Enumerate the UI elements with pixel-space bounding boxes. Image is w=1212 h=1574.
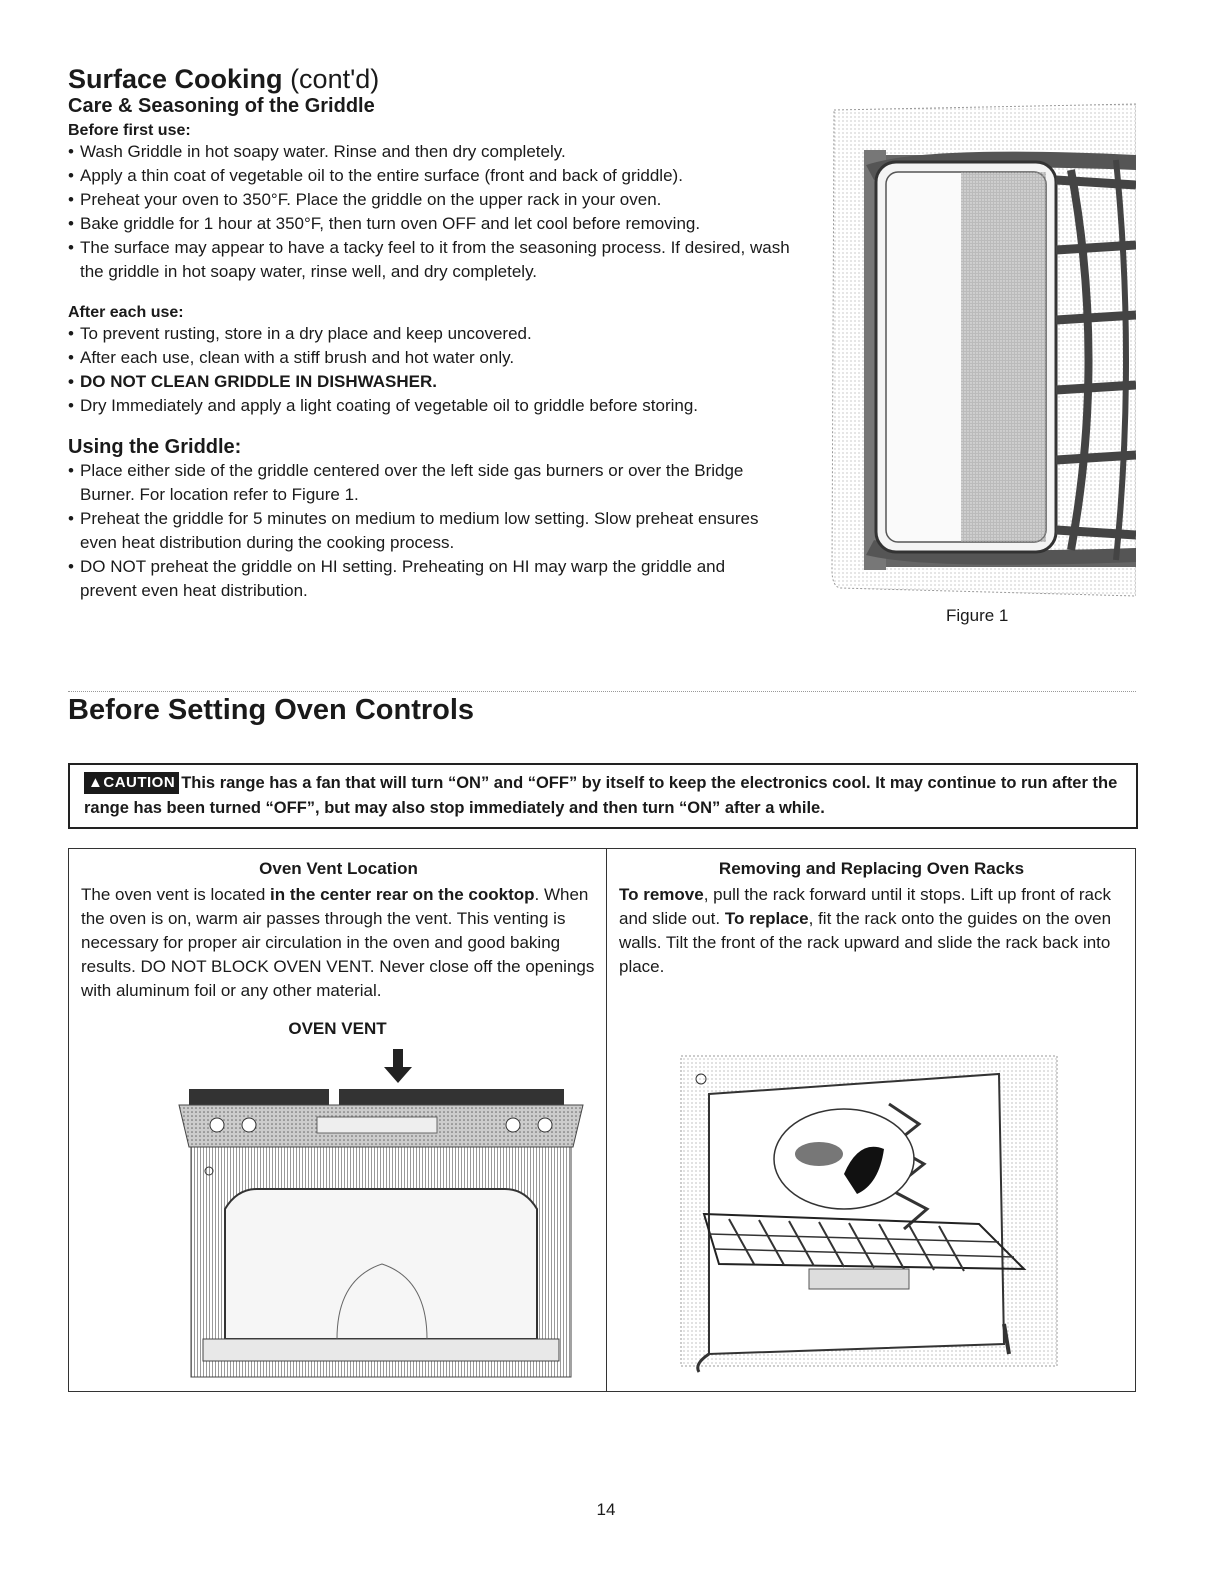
after-each-use-heading: After each use: (68, 304, 184, 321)
using-griddle-heading: Using the Griddle: (68, 436, 242, 458)
list-item: • Bake griddle for 1 hour at 350°F, then turn oven OFF and let cool before removing. (68, 212, 808, 236)
caution-label: ▲CAUTION (84, 772, 179, 794)
top-section (68, 64, 808, 603)
oven-vent-column (81, 859, 596, 1003)
oven-vent-text: The oven vent is located in the center rear on the cooktop. When the oven is on, warm air passes through the vent. This venting is necessary for proper air circulation in the oven and good baking results. DO NOT BLOCK OVEN VENT. Never close off the openings with aluminum foil or any other material. (81, 885, 595, 1000)
info-panel (68, 848, 1136, 1392)
list-item: • Apply a thin coat of vegetable oil to the entire surface (front and back of griddle). (68, 164, 808, 188)
list-item: • Preheat the griddle for 5 minutes on medium to medium low setting. Slow preheat ensures even heat distribution during the cooking process. (68, 507, 768, 555)
section-subtitle: Care & Seasoning of the Griddle (68, 95, 375, 117)
panel-divider (606, 849, 607, 1391)
caution-text: This range has a fan that will turn “ON” and “OFF” by itself to keep the electronics cool. It may continue to run after the range has been turned “OFF”, but may also stop immediately and then turn “ON” after a while. (84, 774, 1118, 817)
warning-triangle-icon: ▲ (88, 774, 104, 791)
oven-rack-illustration (679, 1054, 1059, 1374)
oven-controls-title: Before Setting Oven Controls (68, 694, 475, 726)
griddle-illustration (826, 100, 1136, 600)
figure-1 (826, 100, 1136, 625)
list-item: • Wash Griddle in hot soapy water. Rinse and then dry completely. (68, 140, 808, 164)
page-number: 14 (596, 1500, 616, 1519)
list-item: • DO NOT CLEAN GRIDDLE IN DISHWASHER. (68, 370, 808, 394)
oven-racks-text: To remove, pull the rack forward until it stops. Lift up front of rack and slide out. To replace, fit the rack onto the guides on the oven walls. Tilt the front of the rack upward and slide the rack back into place. (619, 885, 1112, 976)
after-each-use-list (68, 322, 808, 418)
list-item: • After each use, clean with a stiff brush and hot water only. (68, 346, 808, 370)
oven-vent-illustration (167, 1039, 597, 1379)
list-item: • To prevent rusting, store in a dry place and keep uncovered. (68, 322, 808, 346)
list-item: • Place either side of the griddle centered over the left side gas burners or over the Bridge Burner. For location refer to Figure 1. (68, 459, 768, 507)
oven-racks-title: Removing and Replacing Oven Racks (718, 859, 1025, 878)
list-item: • DO NOT preheat the griddle on HI setting. Preheating on HI may warp the griddle and prevent even heat distribution. (68, 555, 768, 603)
oven-vent-label: OVEN VENT (288, 1019, 387, 1038)
page-title: Surface Cooking (cont'd) (68, 64, 380, 94)
down-arrow-icon (384, 1049, 412, 1083)
oven-vent-title: Oven Vent Location (259, 859, 418, 878)
before-first-use-heading: Before first use: (68, 122, 191, 139)
list-item: • Dry Immediately and apply a light coating of vegetable oil to griddle before storing. (68, 394, 808, 418)
list-item: • Preheat your oven to 350°F. Place the griddle on the upper rack in your oven. (68, 188, 808, 212)
oven-racks-column (619, 859, 1124, 979)
caution-box (68, 763, 1138, 829)
list-item: • The surface may appear to have a tacky feel to it from the seasoning process. If desired, wash the griddle in hot soapy water, rinse well, and dry completely. (68, 236, 808, 284)
using-griddle-list (68, 459, 768, 603)
section-divider (68, 691, 1136, 692)
figure-1-caption: Figure 1 (946, 606, 1009, 625)
before-first-use-list (68, 140, 808, 284)
